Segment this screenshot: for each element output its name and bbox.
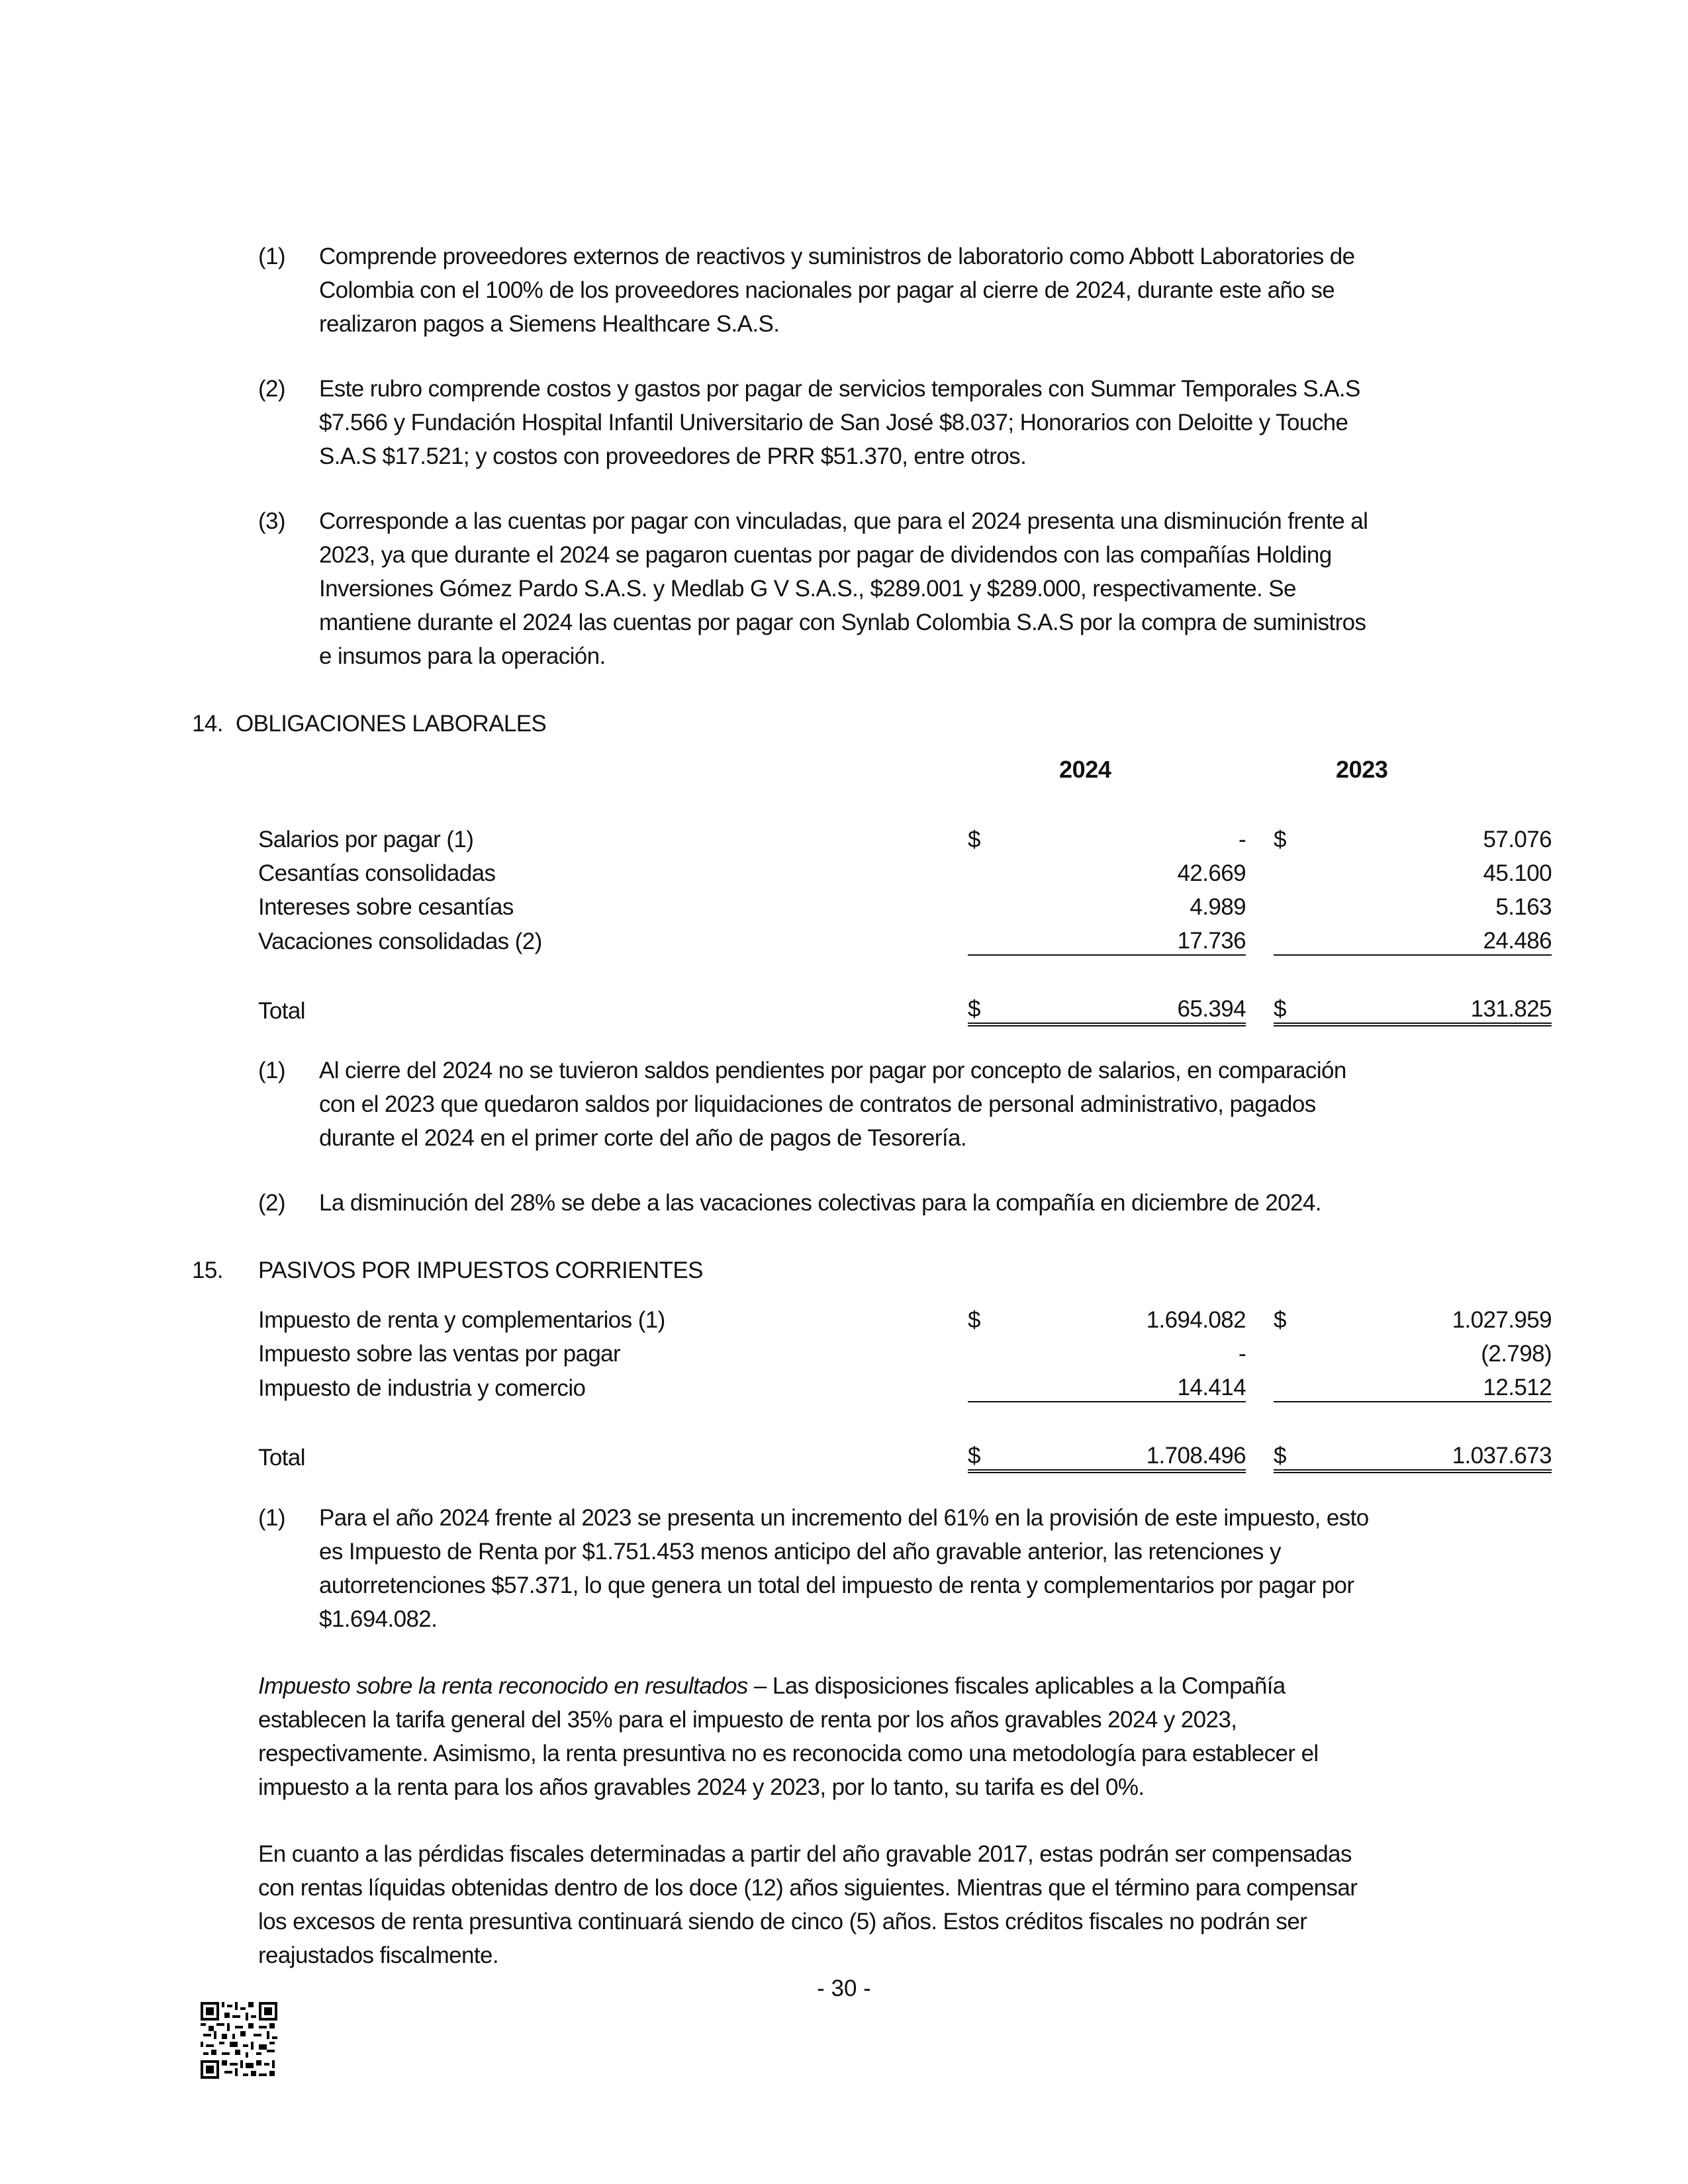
row-label: Impuesto de industria y comercio xyxy=(258,1375,586,1401)
note-number: (3) xyxy=(258,508,285,534)
value-2024: - xyxy=(1238,827,1246,852)
note-number: (1) xyxy=(258,1505,285,1531)
section-14-heading xyxy=(192,707,546,741)
note-line: durante el 2024 en el primer corte del año de pagos de Tesorería. xyxy=(319,1125,966,1151)
value-2023: 24.486 xyxy=(1313,921,1552,955)
note-line: La disminución del 28% se debe a las vacaciones colectivas para la compañía en diciembre de 2024. xyxy=(319,1190,1321,1216)
note-number: (1) xyxy=(258,1058,285,1083)
note-line: Al cierre del 2024 no se tuvieron saldos pendientes por pagar por concepto de salarios, en comparación xyxy=(319,1058,1346,1083)
table-row xyxy=(258,1334,1552,1367)
value-2023: 5.163 xyxy=(1495,894,1552,920)
total-2023: 1.037.673 xyxy=(1313,1435,1552,1471)
currency-symbol: $ xyxy=(1274,989,1313,1024)
note-line: S.A.S $17.521; y costos con proveedores de PRR $51.370, entre otros. xyxy=(319,443,1027,469)
total-row xyxy=(258,989,1552,1024)
paragraph-line: establecen la tarifa general del 35% para el impuesto de renta por los años gravables 2024 y 2023, xyxy=(258,1707,1237,1733)
note-line: realizaron pagos a Siemens Healthcare S.A.S. xyxy=(319,311,780,337)
total-row xyxy=(258,1435,1552,1471)
currency-symbol: $ xyxy=(1274,827,1286,852)
row-label: Salarios por pagar (1) xyxy=(258,827,474,852)
note-line: con el 2023 que quedaron saldos por liquidaciones de contratos de personal administrativo, pagados xyxy=(319,1091,1316,1117)
table-row xyxy=(258,1367,1552,1402)
value-2024: 4.989 xyxy=(1190,894,1246,920)
table-row xyxy=(258,1300,1552,1334)
note-line: Comprende proveedores externos de reactivos y suministros de laboratorio como Abbott Laboratories de xyxy=(319,244,1355,269)
value-2023: 1.027.959 xyxy=(1452,1307,1552,1333)
note-1 xyxy=(258,240,1503,341)
note-line: 2023, ya que durante el 2024 se pagaron cuentas por pagar de dividendos con las compañías Holding xyxy=(319,542,1332,568)
note-line: $1.694.082. xyxy=(319,1606,438,1632)
currency-symbol: $ xyxy=(968,1435,1008,1471)
note-number: (2) xyxy=(258,1190,285,1216)
value-2024: - xyxy=(1238,1341,1246,1367)
total-label: Total xyxy=(258,998,305,1024)
value-2023: 57.076 xyxy=(1483,827,1552,852)
table-row xyxy=(258,887,1552,921)
currency-symbol: $ xyxy=(968,1307,980,1333)
note-line: autorretenciones $57.371, lo que genera un total del impuesto de renta y complementarios por pagar por xyxy=(319,1572,1354,1598)
column-header-2023: 2023 xyxy=(1336,756,1388,783)
labor-obligations-table xyxy=(258,819,1552,1026)
note-line: Este rubro comprende costos y gastos por pagar de servicios temporales con Summar Temporales S.A.S xyxy=(319,376,1360,402)
paragraph-line: Impuesto sobre la renta reconocido en resultados – Las disposiciones fiscales aplicables a la Compañía xyxy=(258,1673,1286,1699)
currency-symbol: $ xyxy=(1274,1435,1313,1471)
income-tax-paragraph xyxy=(258,1669,1503,1804)
note-3 xyxy=(258,504,1503,673)
row-label: Intereses sobre cesantías xyxy=(258,894,514,920)
section-14-note-2 xyxy=(258,1186,1503,1220)
row-label: Cesantías consolidadas xyxy=(258,860,496,886)
value-2023: 45.100 xyxy=(1483,860,1552,886)
current-tax-liabilities-table xyxy=(258,1300,1552,1473)
total-label: Total xyxy=(258,1445,305,1471)
paragraph-line: impuesto a la renta para los años gravables 2024 y 2023, por lo tanto, su tarifa es del 0%. xyxy=(258,1774,1145,1800)
value-2024: 14.414 xyxy=(1008,1367,1246,1402)
row-label: Impuesto de renta y complementarios (1) xyxy=(258,1307,665,1333)
value-2024: 17.736 xyxy=(1008,921,1246,955)
section-number: 15. xyxy=(192,1257,223,1283)
note-number: (2) xyxy=(258,376,285,402)
row-label: Vacaciones consolidadas (2) xyxy=(258,929,542,954)
table-row xyxy=(258,853,1552,887)
italic-lead: Impuesto sobre la renta reconocido en resultados xyxy=(258,1673,748,1699)
value-2023: (2.798) xyxy=(1481,1341,1552,1367)
note-2 xyxy=(258,372,1503,473)
section-title: PASIVOS POR IMPUESTOS CORRIENTES xyxy=(258,1257,703,1283)
total-2023: 131.825 xyxy=(1313,989,1552,1024)
column-header-2024: 2024 xyxy=(1059,756,1111,783)
qr-code-icon xyxy=(201,2002,277,2079)
note-line: Colombia con el 100% de los proveedores nacionales por pagar al cierre de 2024, durante este año se xyxy=(319,277,1335,303)
note-line: $7.566 y Fundación Hospital Infantil Universitario de San José $8.037; Honorarios con Deloitte y Touche xyxy=(319,410,1348,435)
table-row xyxy=(258,819,1552,853)
tax-losses-paragraph xyxy=(258,1837,1503,1972)
page-number: - 30 - xyxy=(817,1976,871,2001)
paragraph-line: reajustados fiscalmente. xyxy=(258,1942,499,1968)
section-number: 14. xyxy=(192,711,223,737)
currency-symbol: $ xyxy=(968,989,1008,1024)
table-row xyxy=(258,921,1552,955)
note-line: Inversiones Gómez Pardo S.A.S. y Medlab G V S.A.S., $289.001 y $289.000, respectivamente. Se xyxy=(319,576,1296,602)
section-15-note-1 xyxy=(258,1501,1503,1636)
paragraph-line: con rentas líquidas obtenidas dentro de los doce (12) años siguientes. Mientras que el término para compensar xyxy=(258,1875,1358,1901)
currency-symbol: $ xyxy=(1274,1307,1286,1333)
row-label: Impuesto sobre las ventas por pagar xyxy=(258,1341,621,1367)
value-2024: 42.669 xyxy=(1177,860,1246,886)
paragraph-line: respectivamente. Asimismo, la renta presuntiva no es reconocida como una metodología para establecer el xyxy=(258,1741,1319,1766)
paragraph-line: los excesos de renta presuntiva continuará siendo de cinco (5) años. Estos créditos fiscales no podrán ser xyxy=(258,1909,1307,1934)
note-line: es Impuesto de Renta por $1.751.453 menos anticipo del año gravable anterior, las retenciones y xyxy=(319,1539,1281,1565)
section-14-note-1 xyxy=(258,1054,1503,1155)
note-line: Para el año 2024 frente al 2023 se presenta un incremento del 61% en la provisión de este impuesto, esto xyxy=(319,1505,1369,1531)
paragraph-line: En cuanto a las pérdidas fiscales determinadas a partir del año gravable 2017, estas podrán ser compensadas xyxy=(258,1841,1352,1867)
note-number: (1) xyxy=(258,244,285,269)
total-2024: 1.708.496 xyxy=(1008,1435,1246,1471)
note-line: e insumos para la operación. xyxy=(319,643,606,669)
value-2024: 1.694.082 xyxy=(1146,1307,1246,1333)
note-line: mantiene durante el 2024 las cuentas por pagar con Synlab Colombia S.A.S por la compra de suministros xyxy=(319,610,1366,635)
note-line: Corresponde a las cuentas por pagar con vinculadas, que para el 2024 presenta una disminución frente al xyxy=(319,508,1368,534)
total-2024: 65.394 xyxy=(1008,989,1246,1024)
currency-symbol: $ xyxy=(968,827,980,852)
section-title: OBLIGACIONES LABORALES xyxy=(235,711,547,737)
value-2023: 12.512 xyxy=(1313,1367,1552,1402)
